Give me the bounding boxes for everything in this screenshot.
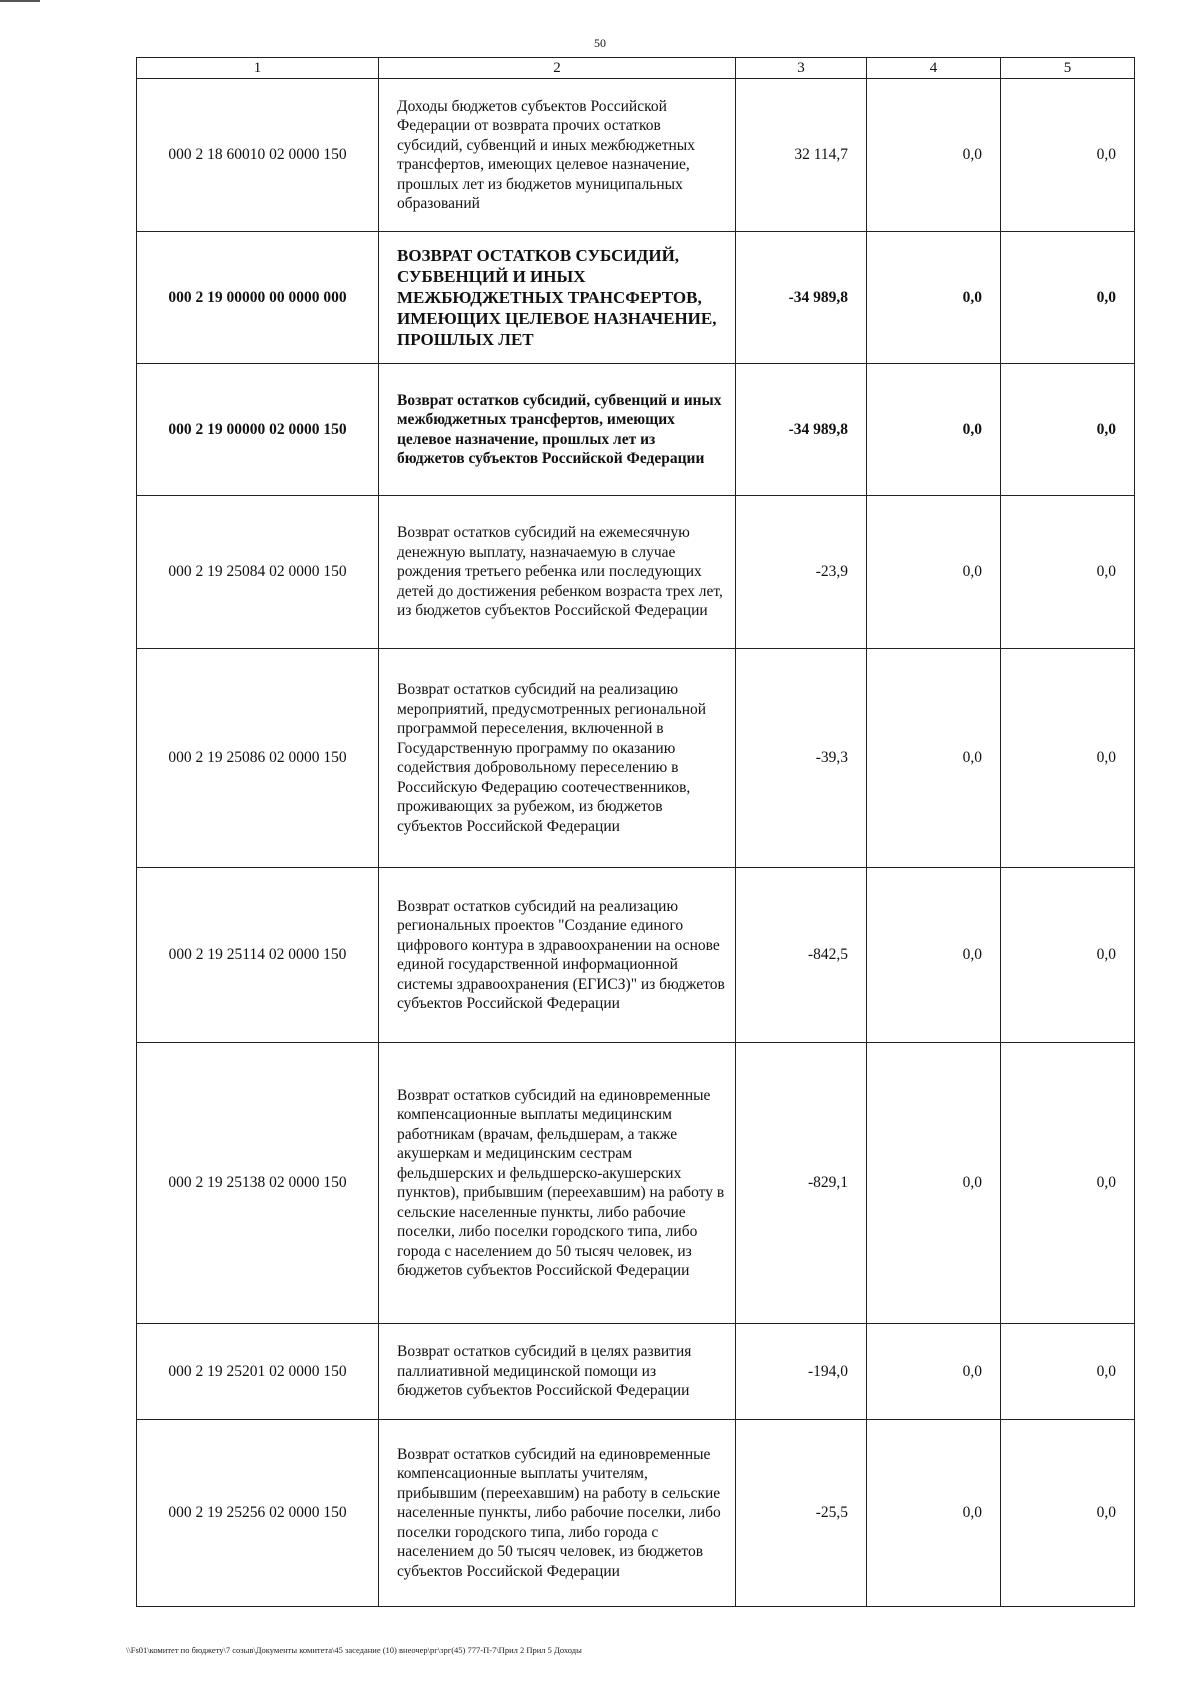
column-header-4: 4 xyxy=(867,58,1001,79)
scan-mark xyxy=(0,0,40,2)
row-value-col4: 0,0 xyxy=(867,868,1001,1043)
row-value-col3: -34 989,8 xyxy=(736,364,867,496)
row-value-col5: 0,0 xyxy=(1001,1420,1135,1607)
row-description: Возврат остатков субсидий на реализацию мероприятий, предусмотренных региональной программой переселения, включенной в Государственную программу по оказанию содействия добровольному переселению в Российскую Федерацию соотечественников, проживающих за рубежом, из бюджетов субъектов Российской Федерации xyxy=(379,649,736,868)
row-value-col4: 0,0 xyxy=(867,496,1001,649)
row-code: 000 2 19 25138 02 0000 150 xyxy=(137,1043,379,1324)
row-description: Возврат остатков субсидий в целях развития паллиативной медицинской помощи из бюджетов субъектов Российской Федерации xyxy=(379,1324,736,1420)
row-value-col5: 0,0 xyxy=(1001,1043,1135,1324)
row-value-col5: 0,0 xyxy=(1001,1324,1135,1420)
column-header-2: 2 xyxy=(379,58,736,79)
row-code: 000 2 19 00000 00 0000 000 xyxy=(137,232,379,364)
row-value-col4: 0,0 xyxy=(867,649,1001,868)
table-header-row xyxy=(137,58,1135,79)
row-code: 000 2 19 00000 02 0000 150 xyxy=(137,364,379,496)
row-value-col3: -842,5 xyxy=(736,868,867,1043)
row-value-col4: 0,0 xyxy=(867,79,1001,232)
row-value-col5: 0,0 xyxy=(1001,364,1135,496)
table-row xyxy=(137,364,1135,496)
row-value-col3: -23,9 xyxy=(736,496,867,649)
row-value-col5: 0,0 xyxy=(1001,496,1135,649)
row-code: 000 2 19 25114 02 0000 150 xyxy=(137,868,379,1043)
row-value-col4: 0,0 xyxy=(867,1324,1001,1420)
row-value-col4: 0,0 xyxy=(867,1043,1001,1324)
row-code: 000 2 18 60010 02 0000 150 xyxy=(137,79,379,232)
row-value-col5: 0,0 xyxy=(1001,649,1135,868)
column-header-1: 1 xyxy=(137,58,379,79)
row-description: Возврат остатков субсидий, субвенций и иных межбюджетных трансфертов, имеющих целевое назначение, прошлых лет из бюджетов субъектов Российской Федерации xyxy=(379,364,736,496)
column-header-3: 3 xyxy=(736,58,867,79)
row-value-col5: 0,0 xyxy=(1001,79,1135,232)
row-code: 000 2 19 25201 02 0000 150 xyxy=(137,1324,379,1420)
row-value-col4: 0,0 xyxy=(867,232,1001,364)
table-row xyxy=(137,1324,1135,1420)
row-value-col3: -25,5 xyxy=(736,1420,867,1607)
row-code: 000 2 19 25256 02 0000 150 xyxy=(137,1420,379,1607)
row-value-col4: 0,0 xyxy=(867,1420,1001,1607)
row-value-col3: -39,3 xyxy=(736,649,867,868)
row-description: Возврат остатков субсидий на единовременные компенсационные выплаты медицинским работникам (врачам, фельдшерам, а также акушеркам и медицинским сестрам фельдшерских и фельдшерско-акушерских пунктов), прибывшим (переехавшим) на работу в сельские населенные пункты, либо рабочие поселки, либо поселки городского типа, либо города с населением до 50 тысяч человек, из бюджетов субъектов Российской Федерации xyxy=(379,1043,736,1324)
table-row xyxy=(137,1043,1135,1324)
row-description: Доходы бюджетов субъектов Российской Федерации от возврата прочих остатков субсидий, субвенций и иных межбюджетных трансфертов, имеющих целевое назначение, прошлых лет из бюджетов муниципальных образований xyxy=(379,79,736,232)
row-description: ВОЗВРАТ ОСТАТКОВ СУБСИДИЙ, СУБВЕНЦИЙ И ИНЫХ МЕЖБЮДЖЕТНЫХ ТРАНСФЕРТОВ, ИМЕЮЩИХ ЦЕЛЕВОЕ НАЗНАЧЕНИЕ, ПРОШЛЫХ ЛЕТ xyxy=(379,232,736,364)
table-row xyxy=(137,496,1135,649)
row-value-col3: -194,0 xyxy=(736,1324,867,1420)
row-description: Возврат остатков субсидий на ежемесячную денежную выплату, назначаемую в случае рождения третьего ребенка или последующих детей до достижения ребенком возраста трех лет, из бюджетов субъектов Российской Федерации xyxy=(379,496,736,649)
row-value-col3: 32 114,7 xyxy=(736,79,867,232)
row-value-col3: -34 989,8 xyxy=(736,232,867,364)
budget-revenue-table xyxy=(136,57,1135,1607)
column-header-5: 5 xyxy=(1001,58,1135,79)
table-row xyxy=(137,79,1135,232)
row-code: 000 2 19 25086 02 0000 150 xyxy=(137,649,379,868)
row-value-col3: -829,1 xyxy=(736,1043,867,1324)
row-code: 000 2 19 25084 02 0000 150 xyxy=(137,496,379,649)
table-row xyxy=(137,1420,1135,1607)
row-description: Возврат остатков субсидий на реализацию региональных проектов "Создание единого цифрового контура в здравоохранении на основе единой государственной информационной системы здравоохранения (ЕГИСЗ)" из бюджетов субъектов Российской Федерации xyxy=(379,868,736,1043)
table-row xyxy=(137,232,1135,364)
row-value-col5: 0,0 xyxy=(1001,232,1135,364)
page-number: 50 xyxy=(594,36,606,50)
row-value-col5: 0,0 xyxy=(1001,868,1135,1043)
table-row xyxy=(137,649,1135,868)
table-row xyxy=(137,868,1135,1043)
row-description: Возврат остатков субсидий на единовременные компенсационные выплаты учителям, прибывшим (переехавшим) на работу в сельские населенные пункты, либо рабочие поселки, либо поселки городского типа, либо города с населением до 50 тысяч человек, из бюджетов субъектов Российской Федерации xyxy=(379,1420,736,1607)
row-value-col4: 0,0 xyxy=(867,364,1001,496)
footer-file-path: \\Fs01\комитет по бюджету\7 созыв\Документы комитета\45 заседание (10) внеочер\рг\зрг(45) 777-П-7\Прил 2 Прил 5 Доходы xyxy=(126,1645,582,1655)
